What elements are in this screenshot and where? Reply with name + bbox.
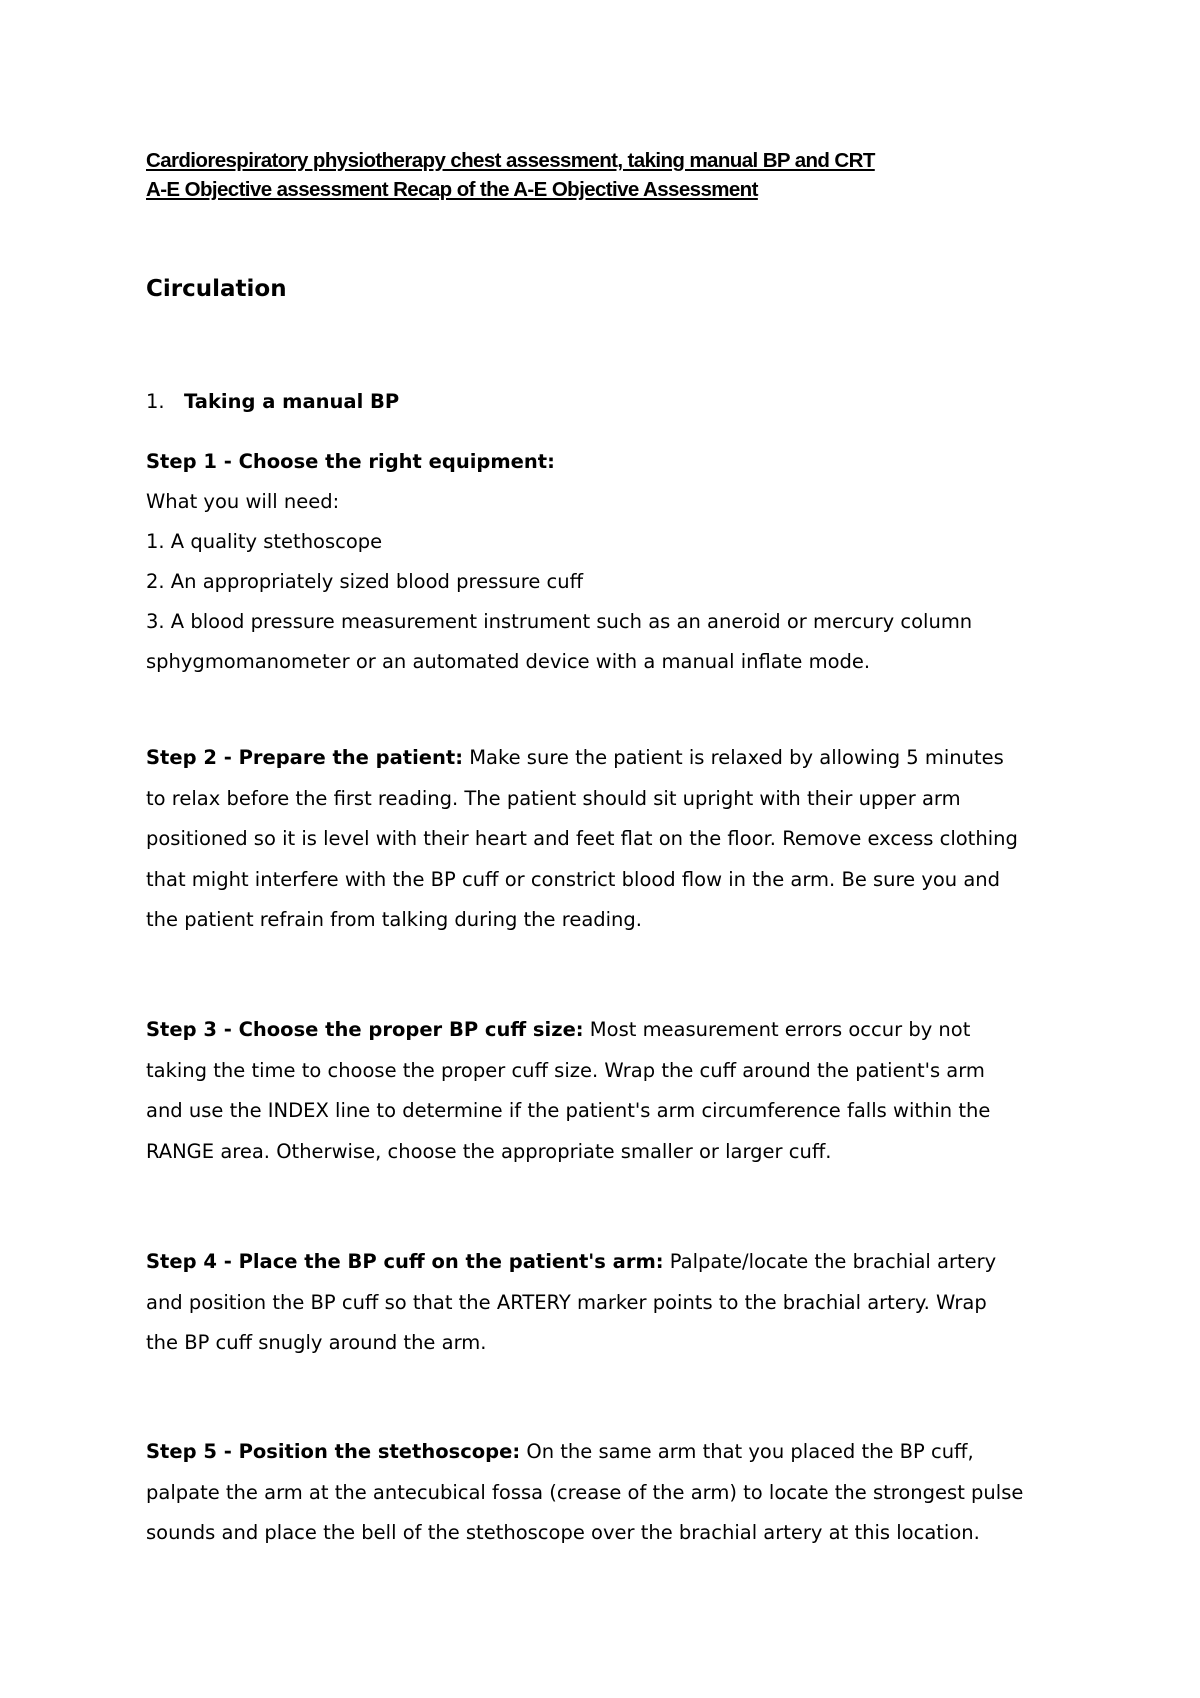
step2-line-5: the patient refrain from talking during the reading. — [146, 908, 642, 931]
step1-item-1: 1. A quality stethoscope — [146, 530, 383, 553]
step5-block — [146, 1432, 1086, 1554]
document-title — [146, 146, 1086, 204]
step1-item-2: 2. An appropriately sized blood pressure cuff — [146, 570, 584, 593]
step4-heading: Step 4 - Place the BP cuff on the patient's arm: — [146, 1250, 664, 1273]
step2-block — [146, 738, 1086, 941]
step3-block — [146, 1010, 1086, 1172]
step5-line-2: palpate the arm at the antecubical fossa (crease of the arm) to locate the strongest pulse — [146, 1480, 1024, 1504]
step4-line-2: and position the BP cuff so that the ARTERY marker points to the brachial artery. Wrap — [146, 1290, 987, 1314]
step4-line-1: Step 4 - Place the BP cuff on the patient's arm: Palpate/locate the brachial artery — [146, 1250, 997, 1273]
title-line-1: Cardiorespiratory physiotherapy chest assessment, taking manual BP and CRT — [146, 149, 875, 172]
step1-heading: Step 1 - Choose the right equipment: — [146, 450, 555, 473]
step3-line-4: RANGE area. Otherwise, choose the appropriate smaller or larger cuff. — [146, 1139, 832, 1163]
item-heading-text: Taking a manual BP — [184, 390, 400, 413]
item-number: 1. — [146, 390, 165, 413]
step5-line-1: Step 5 - Position the stethoscope: On the same arm that you placed the BP cuff, — [146, 1440, 974, 1463]
step3-line-1: Step 3 - Choose the proper BP cuff size: Most measurement errors occur by not — [146, 1018, 971, 1041]
item-heading — [146, 390, 399, 413]
step4-line-3: the BP cuff snugly around the arm. — [146, 1331, 487, 1354]
step2-line-3: positioned so it is level with their heart and feet flat on the floor. Remove excess clothing — [146, 827, 1018, 850]
step4-block — [146, 1242, 1086, 1364]
document-page — [146, 146, 1086, 1544]
step2-line-1: Step 2 - Prepare the patient: Make sure the patient is relaxed by allowing 5 minutes — [146, 746, 1004, 769]
step3-line-2: taking the time to choose the proper cuff size. Wrap the cuff around the patient's arm — [146, 1058, 985, 1082]
step1-block — [146, 442, 1086, 682]
step3-line-3: and use the INDEX line to determine if the patient's arm circumference falls within the — [146, 1099, 991, 1122]
step1-item-3-cont: sphygmomanometer or an automated device with a manual inflate mode. — [146, 650, 871, 673]
section-heading-circulation: Circulation — [146, 276, 287, 302]
step2-line-2: to relax before the first reading. The patient should sit upright with their upper arm — [146, 786, 961, 810]
title-line-2: A-E Objective assessment Recap of the A-E Objective Assessment — [146, 178, 758, 201]
step2-line-4: that might interfere with the BP cuff or constrict blood flow in the arm. Be sure you and — [146, 867, 1001, 891]
step5-line-3: sounds and place the bell of the stethoscope over the brachial artery at this location. — [146, 1521, 980, 1544]
step2-heading: Step 2 - Prepare the patient: — [146, 746, 464, 769]
step1-intro: What you will need: — [146, 490, 340, 513]
step3-heading: Step 3 - Choose the proper BP cuff size: — [146, 1018, 584, 1041]
step5-heading: Step 5 - Position the stethoscope: — [146, 1440, 521, 1463]
step1-item-3: 3. A blood pressure measurement instrument such as an aneroid or mercury column — [146, 610, 973, 633]
